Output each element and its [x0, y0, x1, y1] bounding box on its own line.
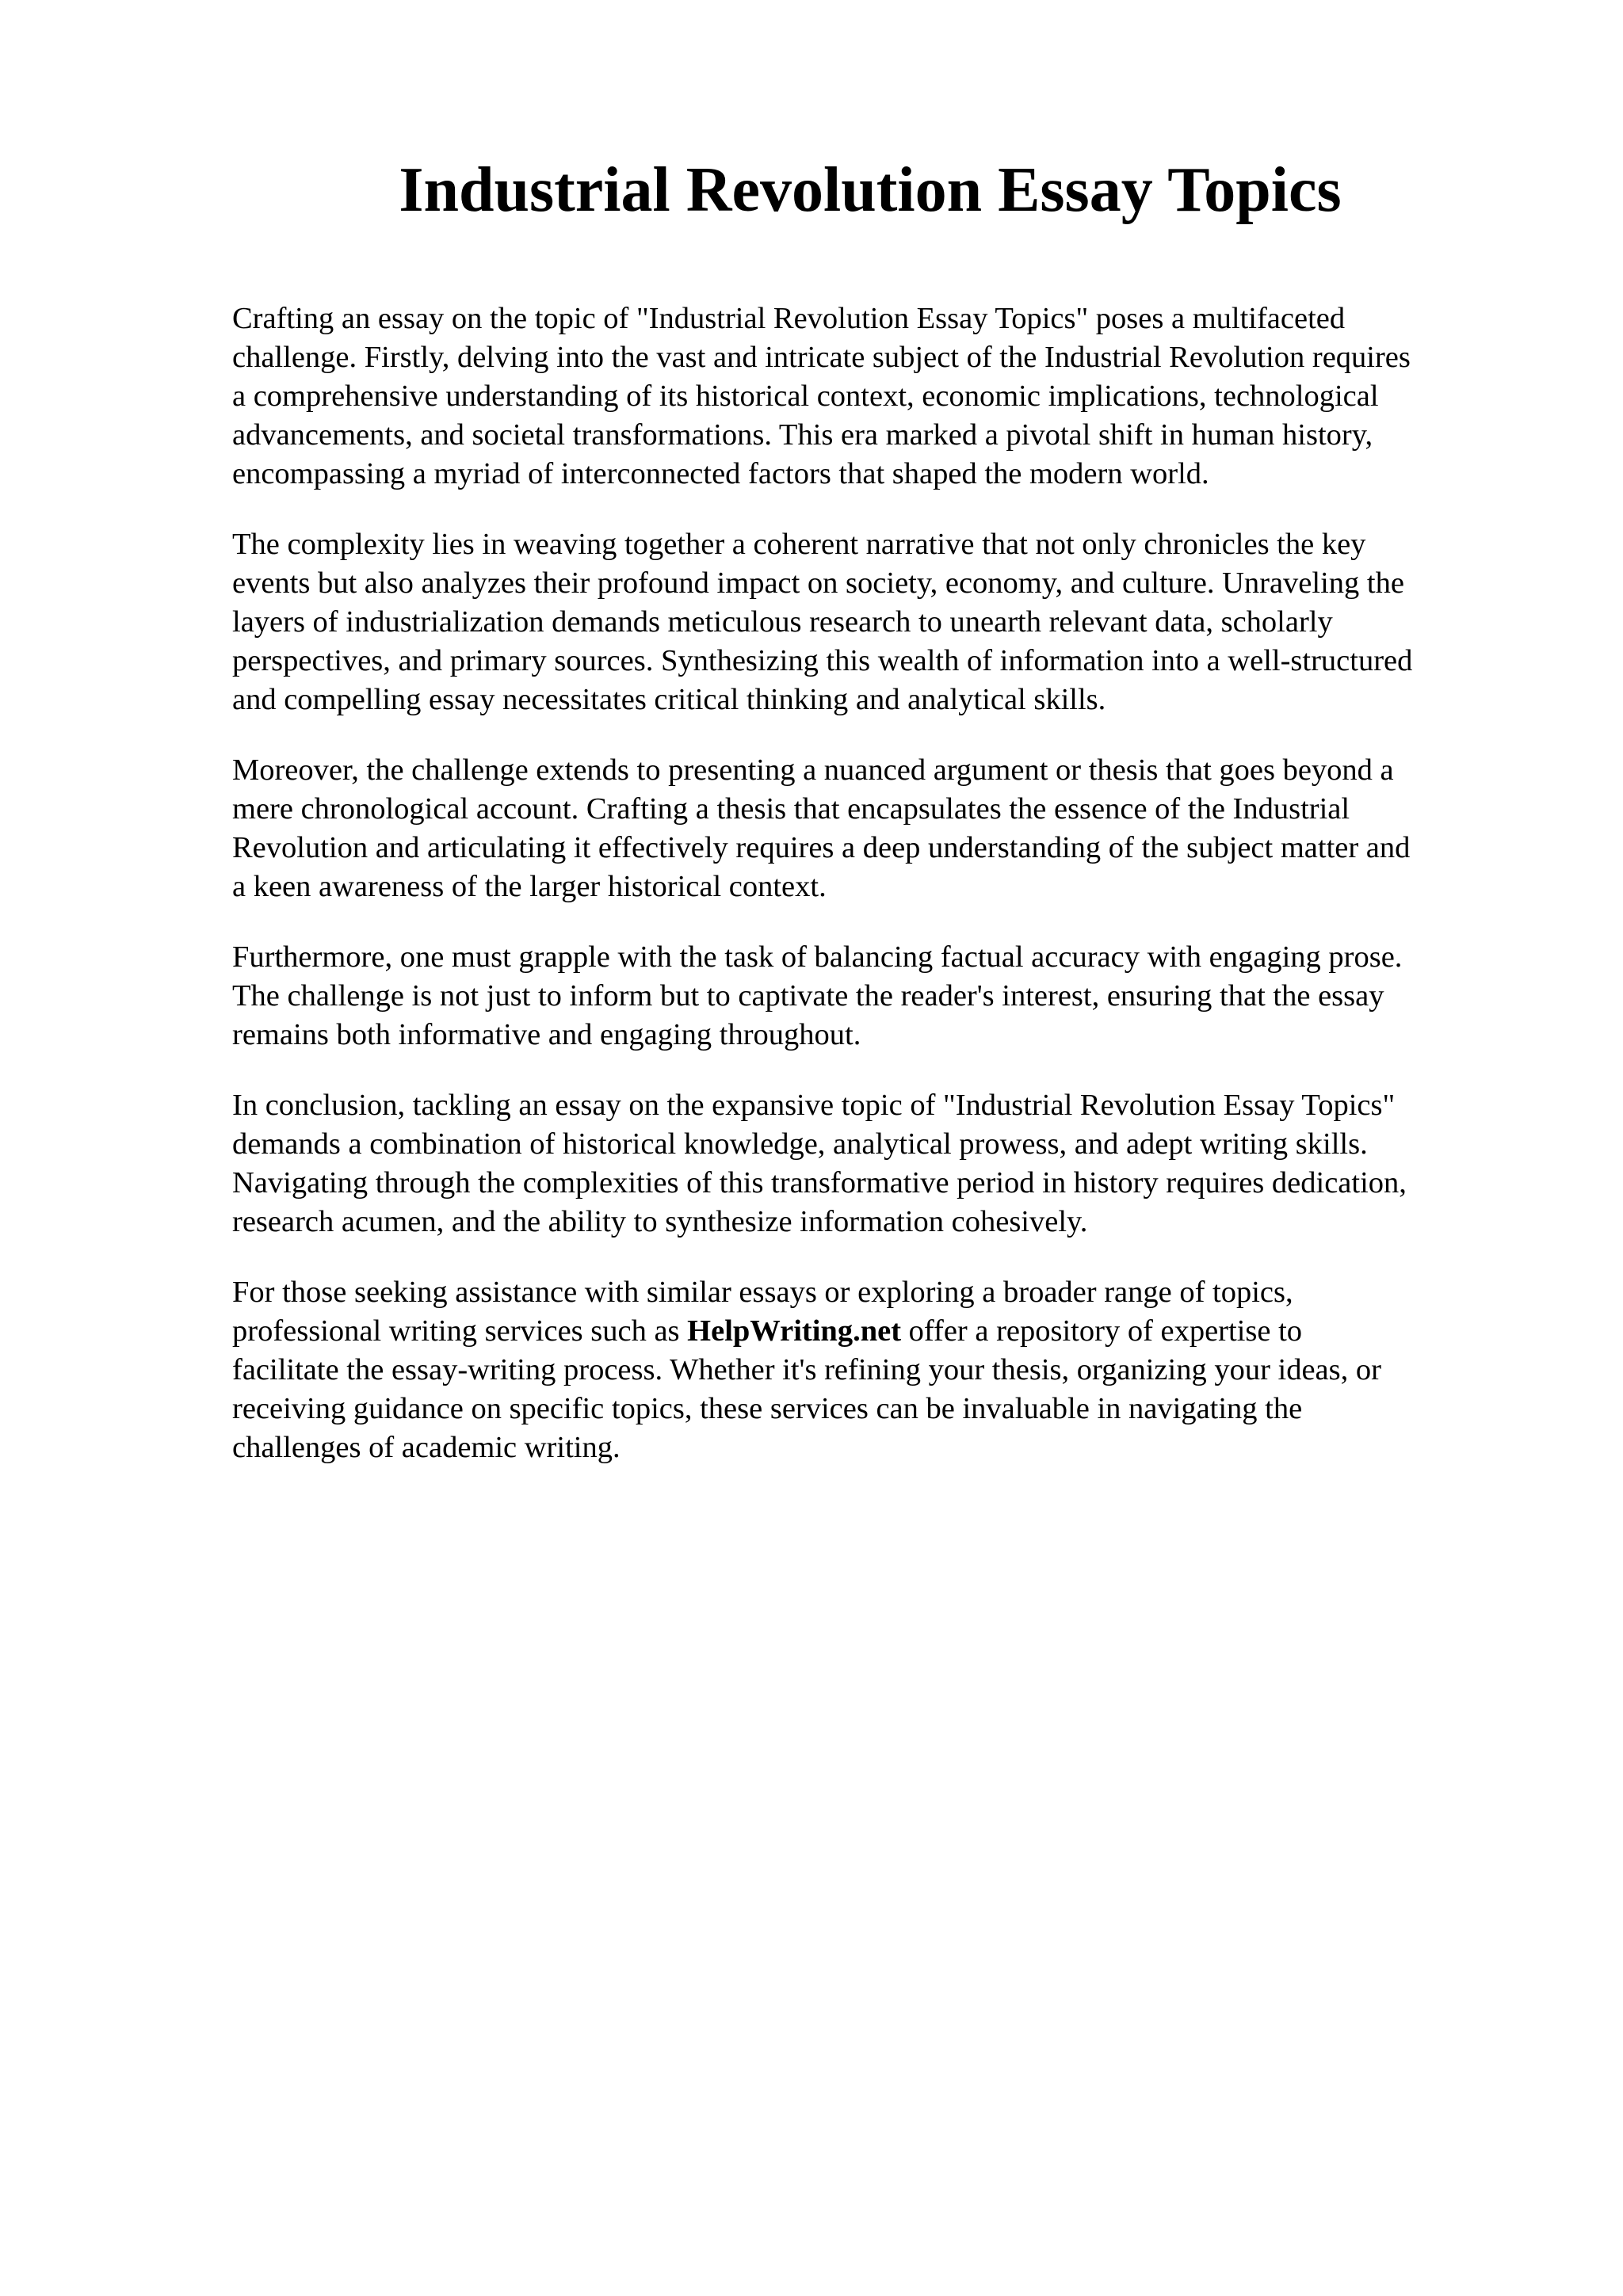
document-body — [232, 299, 1516, 1499]
paragraph-5 — [232, 1086, 1516, 1241]
document-title: Industrial Revolution Essay Topics — [399, 155, 1342, 225]
paragraph-line: receiving guidance on specific topics, these services can be invaluable in navigating the — [232, 1392, 1303, 1425]
paragraph-closing — [232, 1273, 1516, 1467]
closing-text-after-link: offer a repository of expertise to — [901, 1314, 1303, 1348]
paragraph-line: challenge. Firstly, delving into the vast and intricate subject of the Industrial Revolution requires — [232, 341, 1411, 374]
paragraph-line: encompassing a myriad of interconnected factors that shaped the modern world. — [232, 457, 1209, 490]
paragraph-line: The challenge is not just to inform but to captivate the reader's interest, ensuring that the essay — [232, 979, 1384, 1013]
paragraph-line: Crafting an essay on the topic of "Industrial Revolution Essay Topics" poses a multifaceted — [232, 302, 1346, 335]
paragraph-line: a comprehensive understanding of its historical context, economic implications, technological — [232, 379, 1379, 413]
paragraph-line: Furthermore, one must grapple with the task of balancing factual accuracy with engaging prose. — [232, 940, 1403, 974]
paragraph-line: research acumen, and the ability to synthesize information cohesively. — [232, 1205, 1088, 1238]
paragraph-line: demands a combination of historical knowledge, analytical prowess, and adept writing skills. — [232, 1127, 1368, 1161]
paragraph-line: layers of industrialization demands meticulous research to unearth relevant data, scholarly — [232, 605, 1333, 639]
paragraph-line: perspectives, and primary sources. Synthesizing this wealth of information into a well-structured — [232, 644, 1413, 677]
paragraph-line: a keen awareness of the larger historical context. — [232, 870, 827, 903]
paragraph-3 — [232, 751, 1516, 906]
paragraph-line: In conclusion, tackling an essay on the expansive topic of "Industrial Revolution Essay Topics" — [232, 1089, 1396, 1122]
paragraph-line: and compelling essay necessitates critical thinking and analytical skills. — [232, 683, 1106, 716]
paragraph-line — [232, 1312, 1516, 1351]
paragraph-2 — [232, 525, 1516, 719]
paragraph-line: mere chronological account. Crafting a thesis that encapsulates the essence of the Industrial — [232, 792, 1350, 826]
paragraph-line: advancements, and societal transformations. This era marked a pivotal shift in human history, — [232, 418, 1373, 452]
paragraph-line: Navigating through the complexities of this transformative period in history requires dedication, — [232, 1166, 1407, 1199]
paragraph-line: challenges of academic writing. — [232, 1431, 621, 1464]
paragraph-line: Revolution and articulating it effectively requires a deep understanding of the subject matter and — [232, 831, 1411, 864]
paragraph-line: events but also analyzes their profound impact on society, economy, and culture. Unraveling the — [232, 566, 1404, 600]
paragraph-line: remains both informative and engaging throughout. — [232, 1018, 861, 1051]
helpwriting-link[interactable]: HelpWriting.net — [687, 1314, 902, 1348]
paragraph-line: Moreover, the challenge extends to presenting a nuanced argument or thesis that goes beyond a — [232, 753, 1394, 787]
paragraph-line: For those seeking assistance with similar essays or exploring a broader range of topics, — [232, 1276, 1293, 1309]
closing-text-before-link: professional writing services such as — [232, 1314, 688, 1348]
paragraph-line: The complexity lies in weaving together a coherent narrative that not only chronicles the key — [232, 528, 1366, 561]
paragraph-4 — [232, 938, 1516, 1055]
paragraph-line: facilitate the essay-writing process. Whether it's refining your thesis, organizing your ideas, or — [232, 1353, 1381, 1386]
paragraph-1 — [232, 299, 1516, 494]
